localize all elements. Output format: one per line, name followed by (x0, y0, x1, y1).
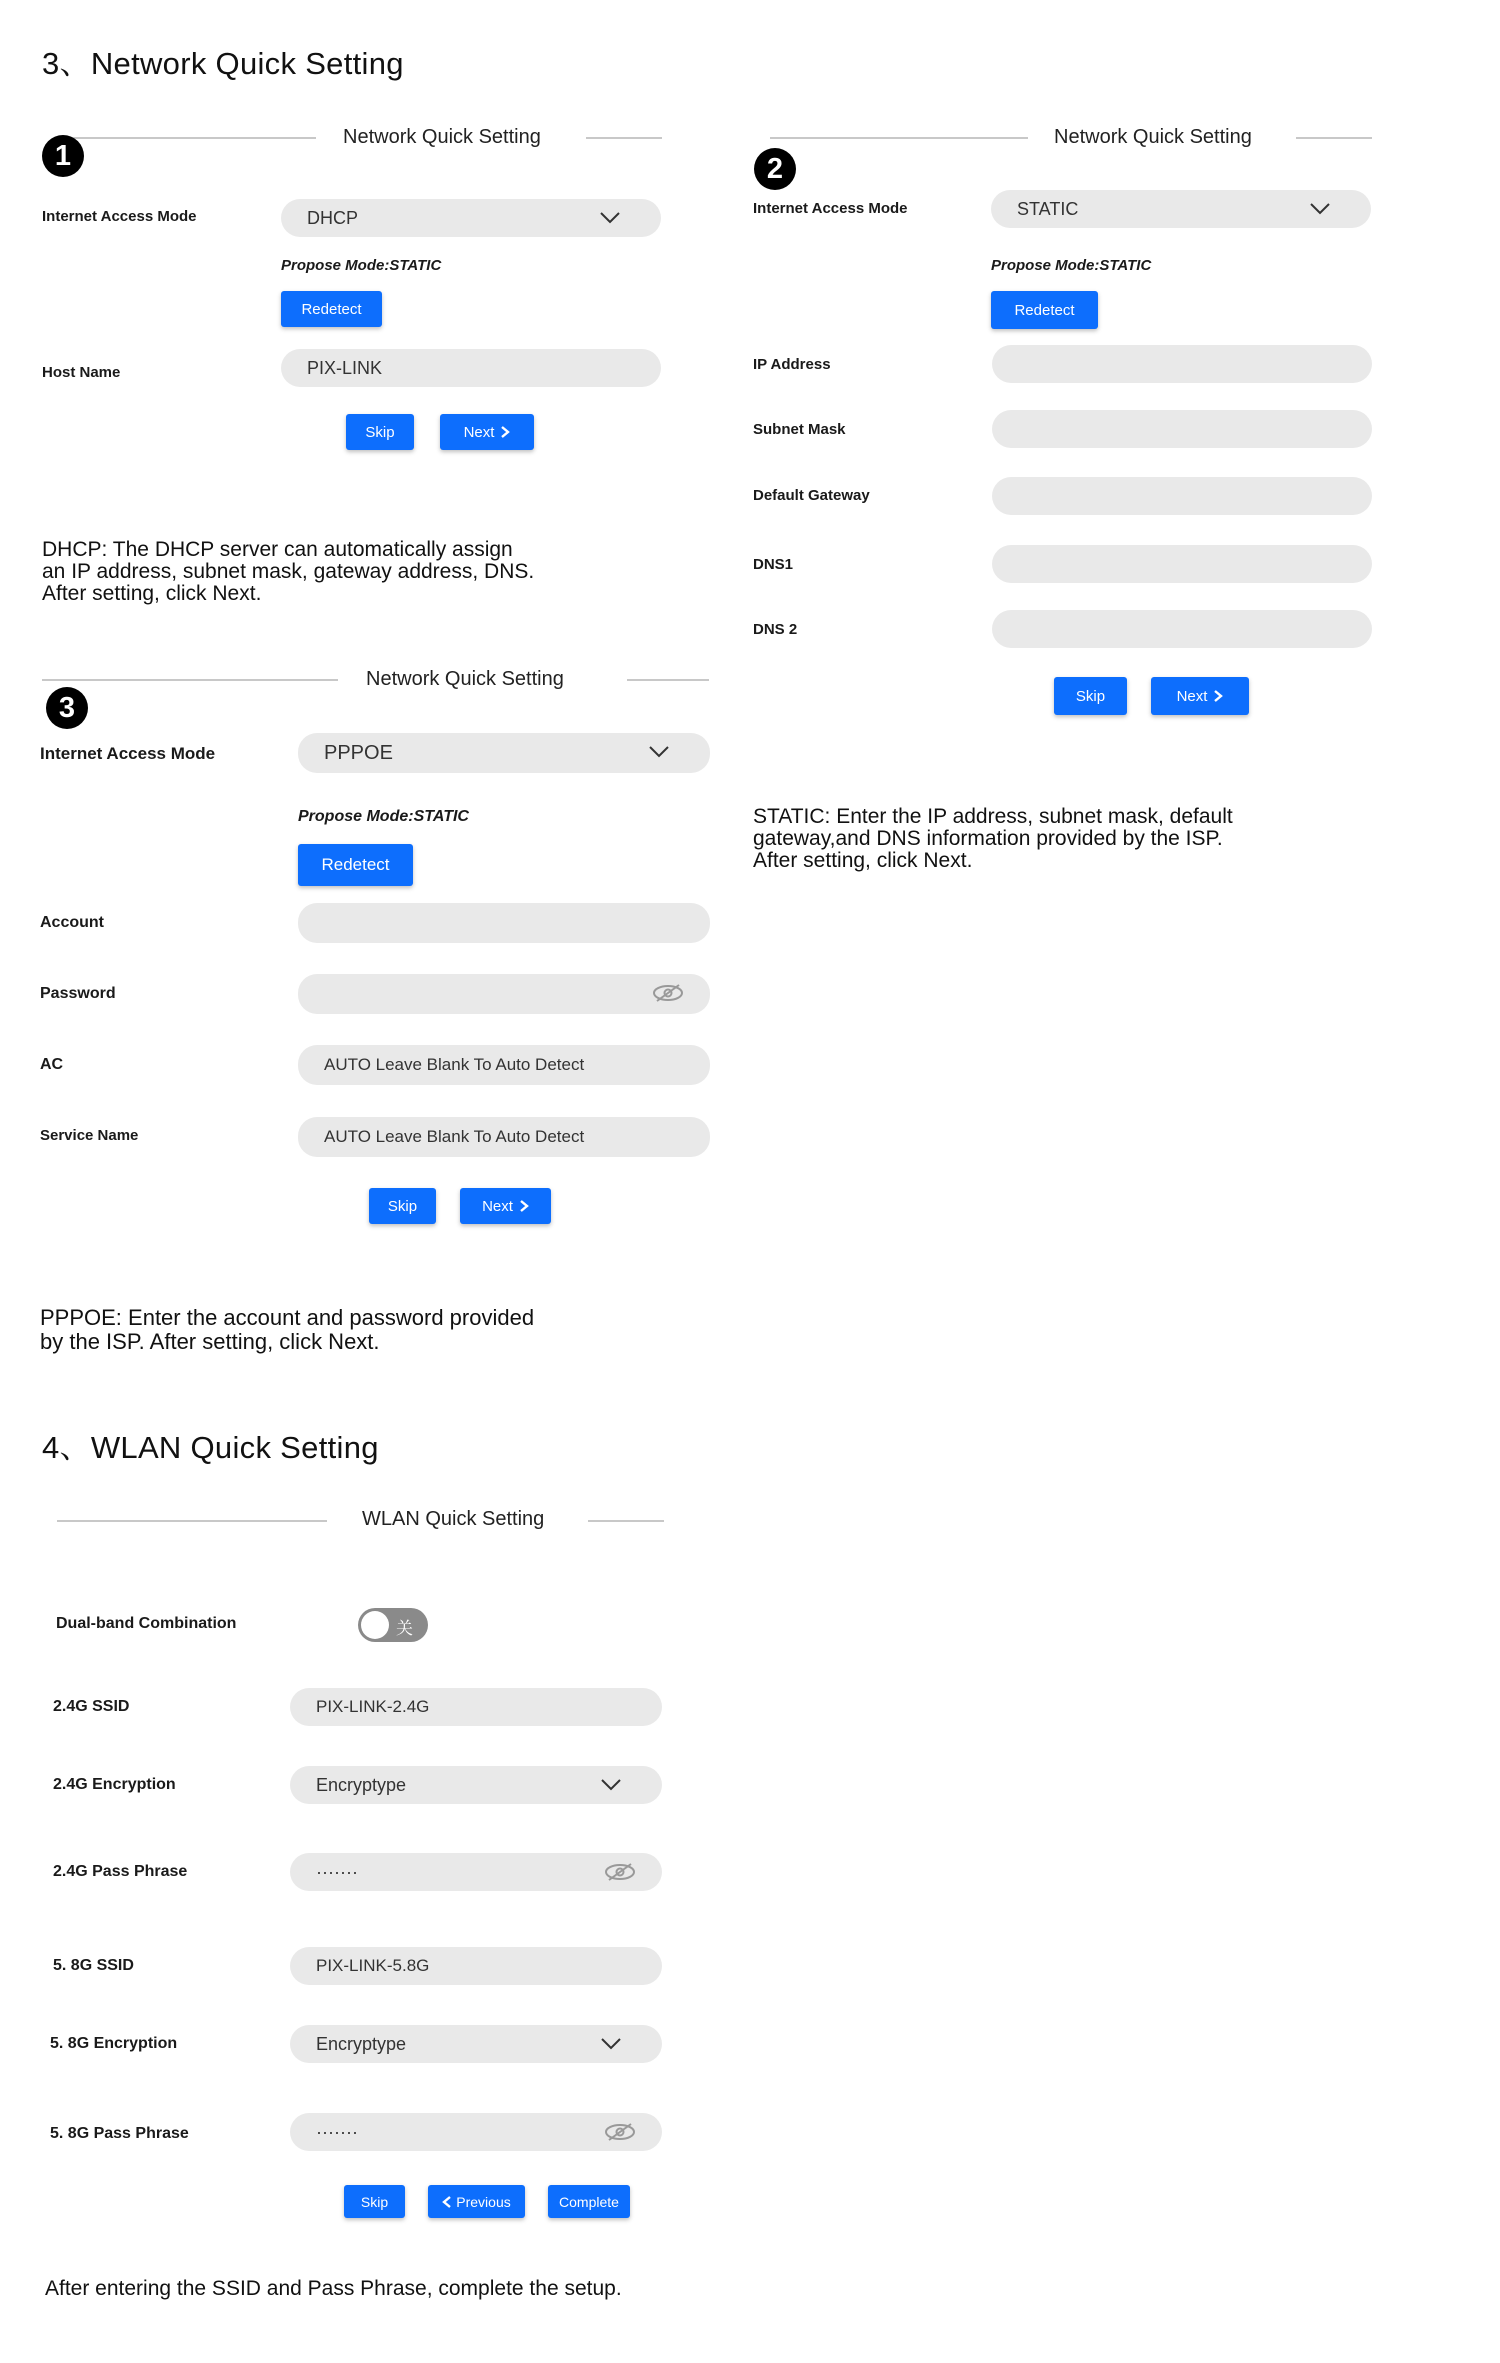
dns2-input[interactable] (992, 610, 1372, 648)
internet-access-mode-label: Internet Access Mode (753, 200, 908, 217)
panel3-title-rule-left (42, 679, 338, 681)
next-button[interactable] (440, 414, 534, 450)
pass-phrase-58-label: 5. 8G Pass Phrase (50, 2125, 189, 2142)
network-section-heading: 3、Network Quick Setting (42, 46, 404, 81)
panel1-title-rule-right (586, 137, 662, 139)
dhcp-description-line-1: DHCP: The DHCP server can automatically assign (42, 538, 513, 561)
host-name-input[interactable] (281, 349, 661, 387)
next-button[interactable] (460, 1188, 551, 1224)
chevron-down-icon (1309, 197, 1331, 219)
panel2-title: Network Quick Setting (1054, 126, 1252, 148)
dns1-label: DNS1 (753, 556, 794, 573)
panel2-title-rule-left (770, 137, 1028, 139)
skip-button[interactable]: Skip (1054, 677, 1127, 715)
step-2-badge: 2 (754, 148, 796, 190)
redetect-button[interactable]: Redetect (991, 291, 1098, 329)
pass-phrase-24-input[interactable] (290, 1853, 662, 1891)
toggle-knob (361, 1611, 389, 1639)
internet-access-mode-label: Internet Access Mode (40, 744, 216, 763)
password-input[interactable] (298, 974, 710, 1014)
toggle-off-label: 关 (396, 1619, 413, 1638)
chevron-right-icon (1213, 689, 1223, 703)
ac-label: AC (40, 1056, 64, 1073)
internet-access-mode-value: STATIC (1017, 198, 1079, 219)
encryption-58-label: 5. 8G Encryption (50, 2035, 178, 2052)
redetect-button[interactable]: Redetect (298, 844, 413, 886)
next-button-label: Next (463, 423, 495, 441)
wlan-title: WLAN Quick Setting (362, 1508, 545, 1530)
encryption-58-value: Encryptype (316, 2033, 407, 2054)
wlan-title-rule-left (57, 1520, 327, 1522)
ac-input[interactable] (298, 1045, 710, 1085)
chevron-down-icon (648, 740, 670, 762)
dhcp-description-line-3: After setting, click Next. (42, 582, 262, 605)
propose-mode-text: Propose Mode:STATIC (281, 257, 442, 274)
redetect-button[interactable]: Redetect (281, 291, 382, 327)
next-button[interactable] (1151, 677, 1249, 715)
panel3-title-rule-right (627, 679, 709, 681)
host-name-label: Host Name (42, 364, 121, 381)
chevron-left-icon (442, 2195, 452, 2209)
encryption-58-select[interactable] (290, 2025, 662, 2063)
pppoe-description-line-1: PPPOE: Enter the account and password provided (40, 1305, 535, 1330)
dual-band-toggle[interactable] (358, 1608, 428, 1642)
step-3-badge: 3 (46, 687, 88, 729)
service-name-input[interactable] (298, 1117, 710, 1157)
chevron-down-icon (600, 1773, 622, 1795)
dns2-label: DNS 2 (753, 621, 798, 638)
eye-hidden-icon[interactable] (604, 1862, 636, 1882)
encryption-24-value: Encryptype (316, 1774, 407, 1795)
internet-access-mode-select[interactable] (991, 190, 1371, 228)
wlan-title-rule-right (588, 1520, 664, 1522)
pass-phrase-58-input[interactable] (290, 2113, 662, 2151)
pass-phrase-24-value: ······· (316, 1861, 358, 1882)
next-button-label: Next (1176, 687, 1208, 705)
ssid-24-input[interactable] (290, 1688, 662, 1726)
subnet-mask-input[interactable] (992, 410, 1372, 448)
previous-button-label: Previous (456, 2193, 511, 2210)
static-description-line-3: After setting, click Next. (753, 849, 973, 872)
account-label: Account (40, 914, 104, 931)
panel2-title-rule-right (1296, 137, 1372, 139)
chevron-right-icon (519, 1199, 529, 1213)
host-name-value: PIX-LINK (307, 357, 383, 378)
ip-address-input[interactable] (992, 345, 1372, 383)
ssid-24-value: PIX-LINK-2.4G (316, 1697, 430, 1716)
skip-button[interactable]: Skip (369, 1188, 436, 1224)
service-name-label: Service Name (40, 1127, 139, 1144)
chevron-right-icon (500, 425, 510, 439)
internet-access-mode-select[interactable] (298, 733, 710, 773)
propose-mode-text: Propose Mode:STATIC (991, 257, 1152, 274)
static-description-line-1: STATIC: Enter the IP address, subnet mask, default (753, 805, 1233, 828)
subnet-mask-label: Subnet Mask (753, 421, 846, 438)
wlan-section-heading: 4、WLAN Quick Setting (42, 1430, 379, 1465)
panel3-title: Network Quick Setting (366, 668, 564, 690)
service-name-placeholder: AUTO Leave Blank To Auto Detect (324, 1127, 585, 1146)
dual-band-label: Dual-band Combination (56, 1615, 237, 1632)
complete-button[interactable]: Complete (548, 2185, 630, 2218)
ssid-58-input[interactable] (290, 1947, 662, 1985)
pass-phrase-58-value: ······· (316, 2121, 358, 2142)
step-1-badge: 1 (42, 135, 84, 177)
account-input[interactable] (298, 903, 710, 943)
skip-button[interactable]: Skip (344, 2185, 405, 2218)
eye-hidden-icon[interactable] (652, 983, 684, 1003)
ssid-58-value: PIX-LINK-5.8G (316, 1956, 430, 1975)
ssid-24-label: 2.4G SSID (53, 1698, 130, 1715)
previous-button[interactable] (428, 2185, 525, 2218)
password-label: Password (40, 985, 116, 1002)
static-description-line-2: gateway,and DNS information provided by the ISP. (753, 827, 1223, 850)
skip-button[interactable]: Skip (346, 414, 414, 450)
dns1-input[interactable] (992, 545, 1372, 583)
encryption-24-select[interactable] (290, 1766, 662, 1804)
chevron-down-icon (600, 2032, 622, 2054)
default-gateway-input[interactable] (992, 477, 1372, 515)
internet-access-mode-select[interactable] (281, 199, 661, 237)
wlan-description: After entering the SSID and Pass Phrase, complete the setup. (45, 2277, 622, 2300)
dhcp-description-line-2: an IP address, subnet mask, gateway address, DNS. (42, 560, 535, 583)
ac-placeholder: AUTO Leave Blank To Auto Detect (324, 1055, 585, 1074)
internet-access-mode-value: PPPOE (324, 741, 393, 764)
next-button-label: Next (482, 1197, 513, 1215)
panel1-title-rule-left (60, 137, 316, 139)
pppoe-description-line-2: by the ISP. After setting, click Next. (40, 1329, 380, 1354)
pass-phrase-24-label: 2.4G Pass Phrase (53, 1863, 188, 1880)
chevron-down-icon (599, 206, 621, 228)
propose-mode-text: Propose Mode:STATIC (298, 808, 469, 825)
ip-address-label: IP Address (753, 356, 831, 373)
ssid-58-label: 5. 8G SSID (53, 1957, 134, 1974)
encryption-24-label: 2.4G Encryption (53, 1776, 176, 1793)
internet-access-mode-label: Internet Access Mode (42, 208, 197, 225)
eye-hidden-icon[interactable] (604, 2122, 636, 2142)
internet-access-mode-value: DHCP (307, 207, 359, 228)
default-gateway-label: Default Gateway (753, 487, 870, 504)
panel1-title: Network Quick Setting (343, 126, 541, 148)
